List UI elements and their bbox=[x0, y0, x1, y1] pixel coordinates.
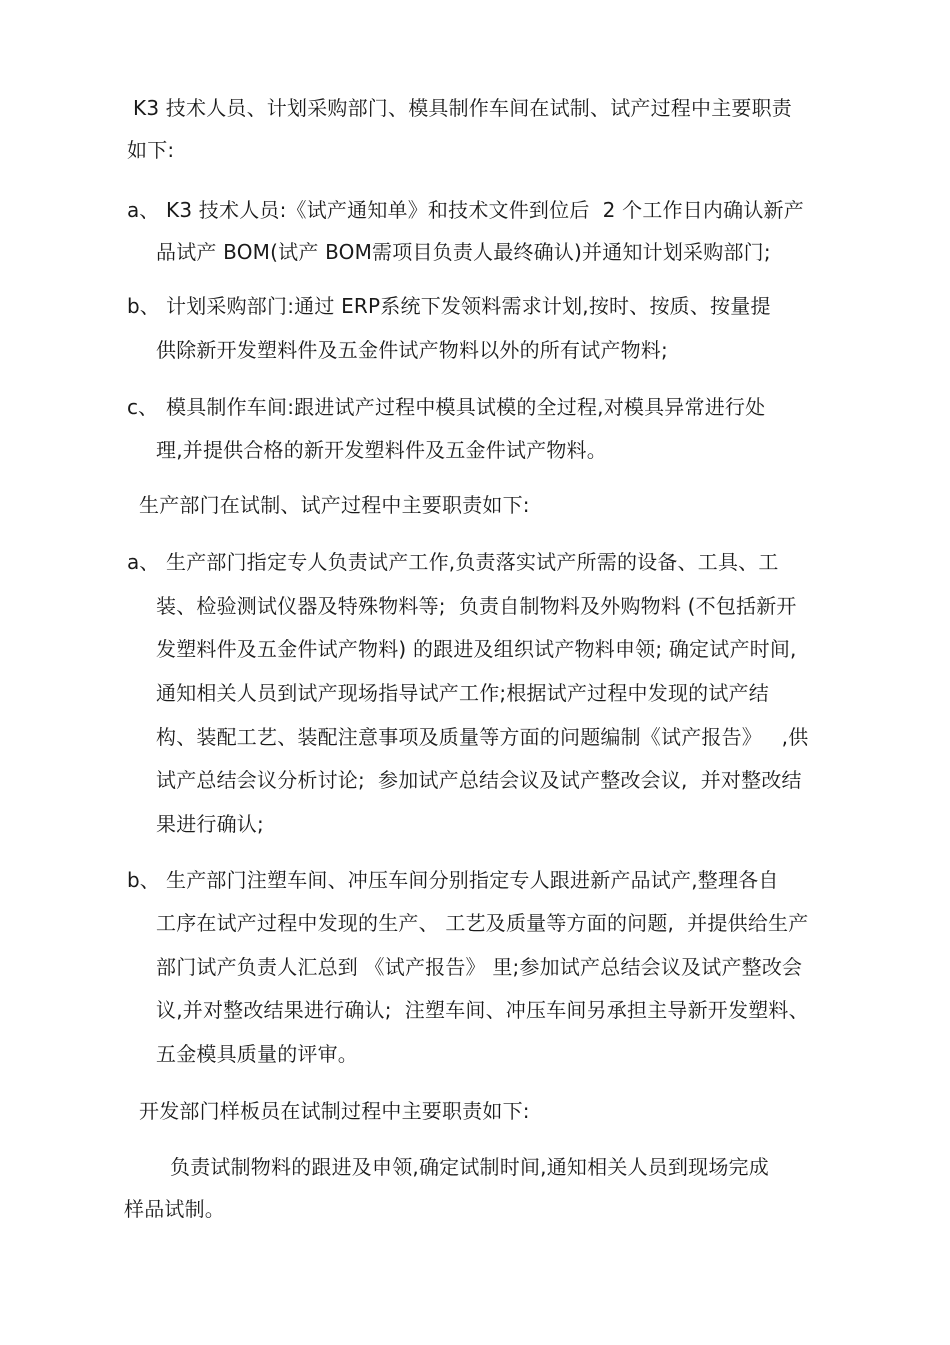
k3-item-c-line-2: 理,并提供合格的新开发塑料件及五金件试产物料。 bbox=[156, 438, 607, 462]
production-intro: 生产部门在试制、试产过程中主要职责如下: bbox=[139, 493, 530, 517]
production-item-a-line-2: 装、检验测试仪器及特殊物料等; 负责自制物料及外购物料 (不包括新开 bbox=[156, 594, 797, 618]
production-item-b-line-5: 五金模具质量的评审。 bbox=[156, 1042, 358, 1066]
k3-intro-line-2: 如下: bbox=[127, 138, 175, 162]
k3-item-a-line-1: K3 技术人员:《试产通知单》和技术文件到位后 2 个工作日内确认新产 bbox=[166, 198, 804, 222]
k3-intro-line-1: K3 技术人员、计划采购部门、模具制作车间在试制、试产过程中主要职责 bbox=[133, 96, 792, 120]
list-marker-b: b、 bbox=[127, 868, 160, 892]
k3-item-b-line-2: 供除新开发塑料件及五金件试产物料以外的所有试产物料; bbox=[156, 338, 668, 362]
production-item-a-line-1: 生产部门指定专人负责试产工作,负责落实试产所需的设备、工具、工 bbox=[166, 550, 779, 574]
k3-item-b-line-1: 计划采购部门:通过 ERP系统下发领料需求计划,按时、按质、按量提 bbox=[166, 294, 771, 318]
production-item-b-line-3: 部门试产负责人汇总到 《试产报告》 里;参加试产总结会议及试产整改会 bbox=[156, 955, 803, 979]
list-marker-a: a、 bbox=[127, 550, 160, 574]
dev-paragraph-line-1: 负责试制物料的跟进及申领,确定试制时间,通知相关人员到现场完成 bbox=[170, 1155, 769, 1179]
production-item-a-line-3: 发塑料件及五金件试产物料) 的跟进及组织试产物料申领; 确定试产时间, bbox=[156, 637, 797, 661]
k3-item-a-line-2: 品试产 BOM(试产 BOM需项目负责人最终确认)并通知计划采购部门; bbox=[156, 240, 771, 264]
production-item-a-line-7: 果进行确认; bbox=[156, 812, 264, 836]
production-item-b-line-2: 工序在试产过程中发现的生产、 工艺及质量等方面的问题, 并提供给生产 bbox=[156, 911, 809, 935]
list-marker-c: c、 bbox=[127, 395, 158, 419]
list-marker-b: b、 bbox=[127, 294, 160, 318]
production-item-b-line-4: 议,并对整改结果进行确认; 注塑车间、冲压车间另承担主导新开发塑料、 bbox=[156, 998, 809, 1022]
dev-intro: 开发部门样板员在试制过程中主要职责如下: bbox=[139, 1099, 530, 1123]
production-item-a-line-4: 通知相关人员到试产现场指导试产工作;根据试产过程中发现的试产结 bbox=[156, 681, 769, 705]
k3-item-c-line-1: 模具制作车间:跟进试产过程中模具试模的全过程,对模具异常进行处 bbox=[166, 395, 766, 419]
production-item-a-line-6: 试产总结会议分析讨论; 参加试产总结会议及试产整改会议, 并对整改结 bbox=[156, 768, 802, 792]
dev-paragraph-line-2: 样品试制。 bbox=[124, 1197, 225, 1221]
list-marker-a: a、 bbox=[127, 198, 160, 222]
production-item-b-line-1: 生产部门注塑车间、冲压车间分别指定专人跟进新产品试产,整理各自 bbox=[166, 868, 779, 892]
production-item-a-line-5: 构、装配工艺、装配注意事项及质量等方面的问题编制《试产报告》 ,供 bbox=[156, 725, 809, 749]
